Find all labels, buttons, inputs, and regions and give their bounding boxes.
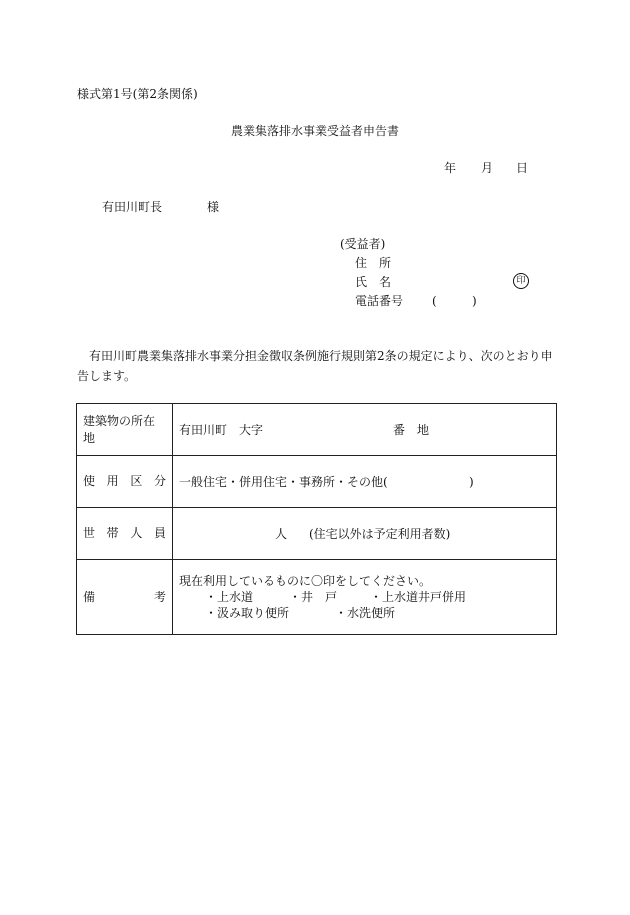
addressee-name: 有田川町長: [102, 200, 163, 214]
household-note: (住宅以外は予定利用者数): [309, 526, 451, 541]
applicant-name-label: 氏 名: [355, 275, 392, 289]
remarks-label-char: 考: [153, 589, 166, 604]
phone-paren-close: ): [472, 294, 477, 308]
usage-label-char: 用: [106, 474, 119, 489]
applicant-phone-label: 電話番号: [355, 294, 404, 308]
remarks-option: ・汲み取り便所: [205, 606, 290, 620]
table-row-location: [77, 404, 557, 456]
usage-label: [77, 456, 173, 508]
remarks-label: [77, 560, 173, 635]
remarks-option: ・井 戸: [289, 590, 338, 604]
declaration-text: 有田川町農業集落排水事業分担金徴収条例施行規則第2条の規定により、次のとおり申告します。: [77, 349, 553, 383]
location-value: [173, 404, 557, 456]
seal-mark: 印: [513, 273, 529, 289]
household-label-char: 員: [153, 526, 166, 541]
household-value: [173, 508, 557, 560]
document-title: 農業集落排水事業受益者申告書: [230, 124, 399, 138]
remarks-option: ・上水道: [205, 590, 254, 604]
date-month-label: 月: [481, 161, 494, 175]
addressee-suffix: 様: [207, 200, 220, 214]
date-day-label: 日: [516, 161, 529, 175]
remarks-label-char: 備: [83, 589, 96, 604]
remarks-instruction: 現在利用しているものに〇印をしてください。: [179, 574, 432, 588]
location-label: 建築物の所在地: [77, 404, 173, 456]
date-year-label: 年: [444, 161, 457, 175]
household-label: [77, 508, 173, 560]
usage-label-char: 使: [83, 474, 96, 489]
location-town: 有田川町: [179, 422, 228, 437]
application-table: [76, 403, 557, 635]
table-row-remarks: [77, 560, 557, 635]
remarks-option: ・上水道井戸併用: [370, 590, 467, 604]
household-unit: 人: [275, 526, 288, 541]
usage-label-char: 区: [130, 474, 143, 489]
remarks-option: ・水洗便所: [335, 606, 396, 620]
phone-paren-open: (: [432, 294, 437, 308]
usage-close-paren: ): [469, 474, 474, 489]
household-label-char: 人: [130, 526, 143, 541]
table-row-household: [77, 508, 557, 560]
household-label-char: 世: [83, 526, 96, 541]
table-row-usage: [77, 456, 557, 508]
applicant-heading: (受益者): [340, 237, 386, 251]
applicant-address-label: 住 所: [355, 256, 392, 270]
usage-label-char: 分: [153, 474, 166, 489]
location-lot: 番 地: [393, 422, 430, 437]
remarks-value: [173, 560, 557, 635]
location-district: 大字: [239, 422, 264, 437]
household-label-char: 帯: [106, 526, 119, 541]
form-number: 様式第1号(第2条関係): [77, 87, 198, 101]
usage-value: [173, 456, 557, 508]
usage-options: 一般住宅・併用住宅・事務所・その他(: [179, 474, 388, 489]
